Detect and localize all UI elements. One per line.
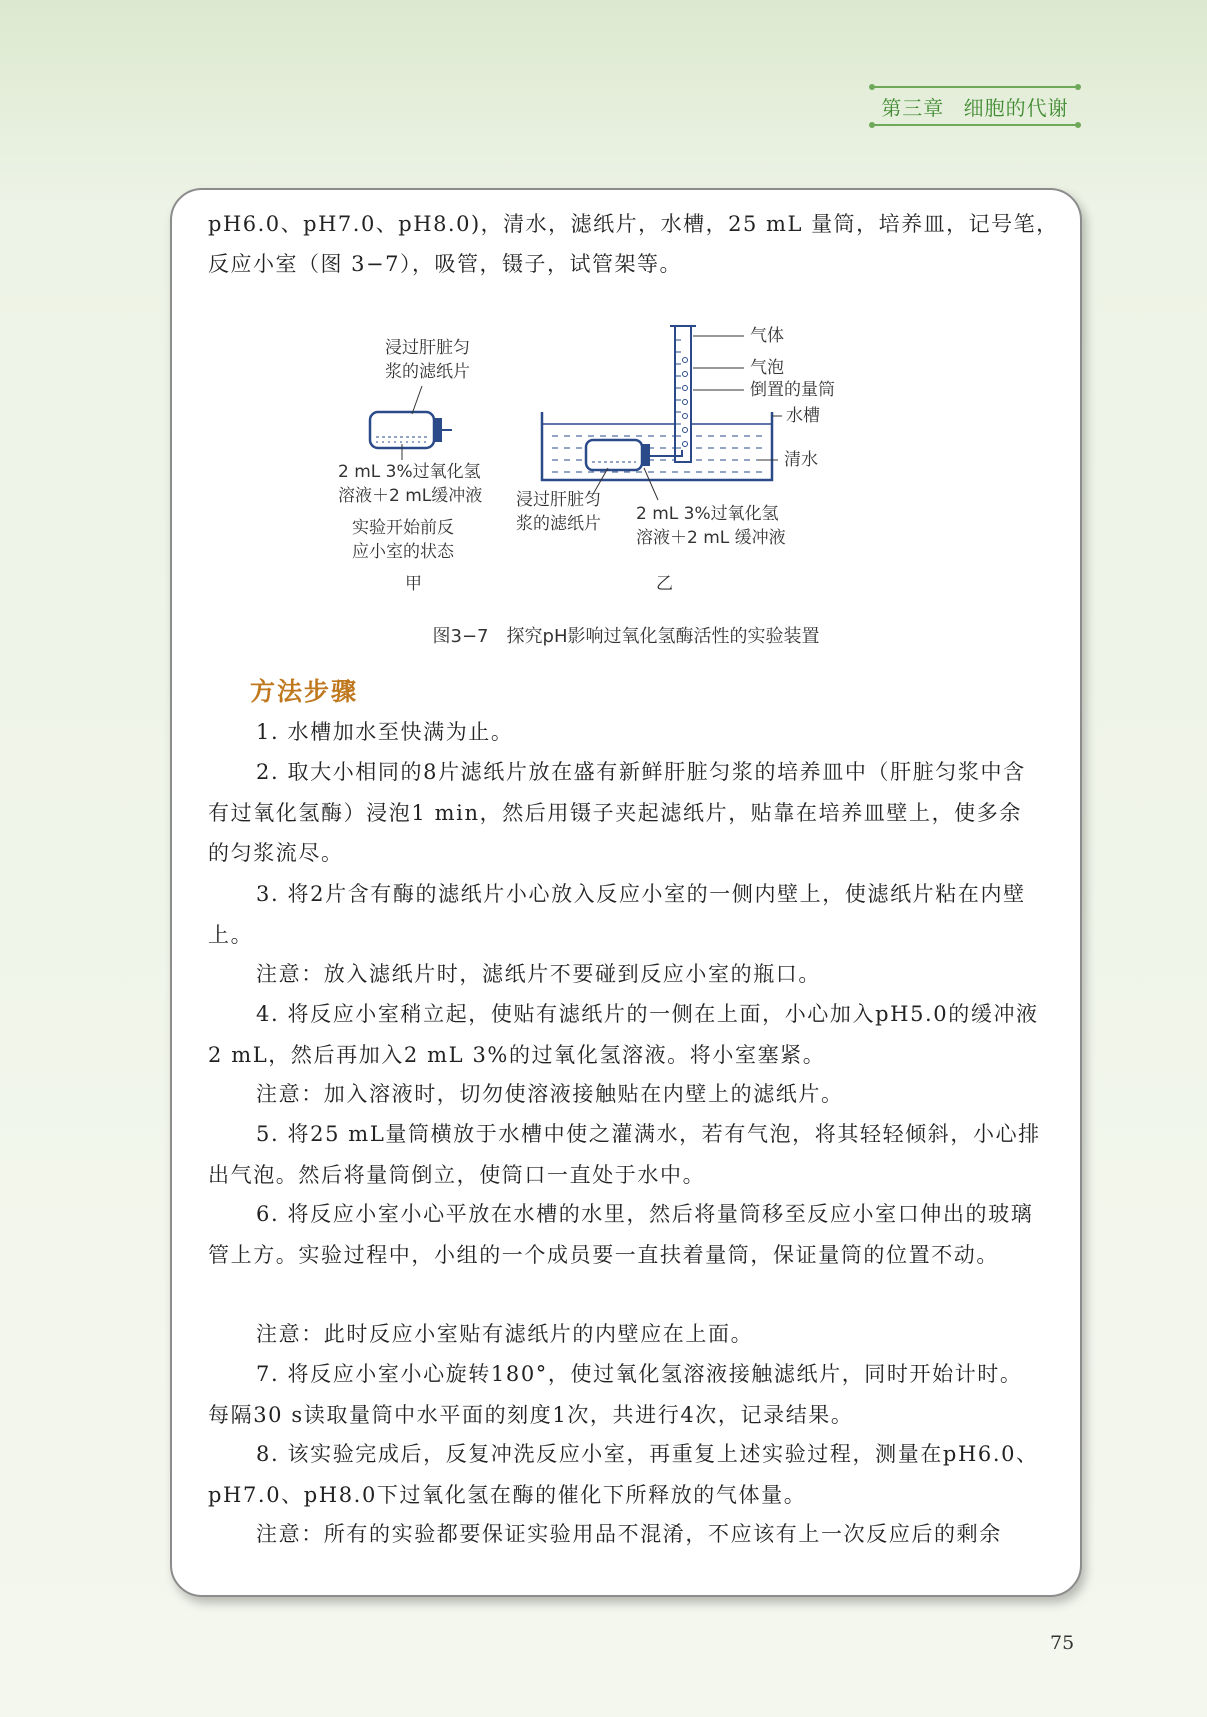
yi-label-cylinder: 倒置的量筒	[750, 380, 835, 400]
step-3: 3. 将2片含有酶的滤纸片小心放入反应小室的一侧内壁上，使滤纸片粘在内壁上。	[208, 882, 1026, 947]
jia-label-state-2: 应小室的状态	[352, 542, 454, 562]
section-title: 方法步骤	[250, 677, 359, 706]
step-1: 1. 水槽加水至快满为止。	[256, 720, 514, 744]
yi-label-gas: 气体	[750, 326, 784, 346]
figure-caption-number: 图3−7	[432, 626, 489, 647]
note-4: 注意：所有的实验都要保证实验用品不混淆，不应该有上一次反应后的剩余	[256, 1522, 1002, 1546]
jia-label-paper-2: 浆的滤纸片	[385, 362, 470, 382]
step-8: 8. 该实验完成后，反复冲洗反应小室，再重复上述实验过程，测量在pH6.0、pH7.0、pH8.0下过氧化氢在酶的催化下所释放的气体量。	[208, 1442, 1039, 1507]
yi-label-tank: 水槽	[786, 406, 820, 426]
figure-3-7	[338, 320, 912, 610]
step-5: 5. 将25 mL量筒横放于水槽中使之灌满水，若有气泡，将其轻轻倾斜，小心排出气泡。然后将量筒倒立，使筒口一直处于水中。	[208, 1122, 1041, 1187]
page-number: 75	[1050, 1632, 1075, 1654]
header-rule-top	[872, 86, 1078, 88]
step-6: 6. 将反应小室小心平放在水槽的水里，然后将量筒移至反应小室口伸出的玻璃管上方。实验过程中，小组的一个成员要一直扶着量筒，保证量筒的位置不动。	[208, 1202, 1034, 1267]
chapter-title	[875, 92, 1074, 121]
jia-label-state-1: 实验开始前反	[352, 518, 454, 538]
content-card	[170, 188, 1082, 1597]
yi-label-paper-2: 浆的滤纸片	[516, 514, 601, 534]
apparatus-yi	[542, 326, 782, 500]
step-7: 7. 将反应小室小心旋转180°，使过氧化氢溶液接触滤纸片，同时开始计时。每隔30 s读取量筒中水平面的刻度1次，共进行4次，记录结果。	[208, 1362, 1023, 1427]
yi-label-solution-1: 2 mL 3%过氧化氢	[636, 504, 779, 524]
intro-line-2: 反应小室（图 3−7），吸管，镊子，试管架等。	[208, 252, 682, 276]
yi-label-bubble: 气泡	[750, 358, 784, 378]
yi-label-paper-1: 浸过肝脏匀	[516, 490, 601, 510]
figure-caption-text: 探究pH影响过氧化氢酶活性的实验装置	[506, 626, 820, 647]
note-1: 注意：放入滤纸片时，滤纸片不要碰到反应小室的瓶口。	[256, 962, 821, 986]
note-2: 注意：加入溶液时，切勿使溶液接触贴在内壁上的滤纸片。	[256, 1082, 844, 1106]
jia-label-solution-1: 2 mL 3%过氧化氢	[338, 462, 481, 482]
header-rule-bottom	[872, 124, 1078, 126]
figure-caption	[172, 622, 1080, 648]
jia-label-paper-1: 浸过肝脏匀	[385, 338, 470, 358]
note-3: 注意：此时反应小室贴有滤纸片的内壁应在上面。	[256, 1322, 754, 1346]
chamber-jia	[370, 386, 452, 460]
yi-label-solution-2: 溶液＋2 mL 缓冲液	[636, 528, 786, 548]
intro-line-1: pH6.0、pH7.0、pH8.0)，清水，滤纸片，水槽，25 mL 量筒，培养皿，记号笔，	[208, 212, 1059, 236]
chapter-header	[872, 86, 1078, 126]
yi-figure-name: 乙	[656, 574, 673, 594]
chapter-number: 第三章	[881, 95, 945, 120]
step-4: 4. 将反应小室稍立起，使贴有滤纸片的一侧在上面，小心加入pH5.0的缓冲液2 mL，然后再加入2 mL 3%的过氧化氢溶液。将小室塞紧。	[208, 1002, 1039, 1067]
jia-label-solution-2: 溶液＋2 mL缓冲液	[338, 486, 483, 506]
step-2: 2. 取大小相同的8片滤纸片放在盛有新鲜肝脏匀浆的培养皿中（肝脏匀浆中含有过氧化氢酶）浸泡1 min，然后用镊子夹起滤纸片，贴靠在培养皿壁上，使多余的匀浆流尽。	[208, 760, 1026, 865]
jia-figure-name: 甲	[405, 574, 422, 594]
chapter-name: 细胞的代谢	[963, 95, 1069, 120]
yi-label-water: 清水	[784, 450, 818, 470]
